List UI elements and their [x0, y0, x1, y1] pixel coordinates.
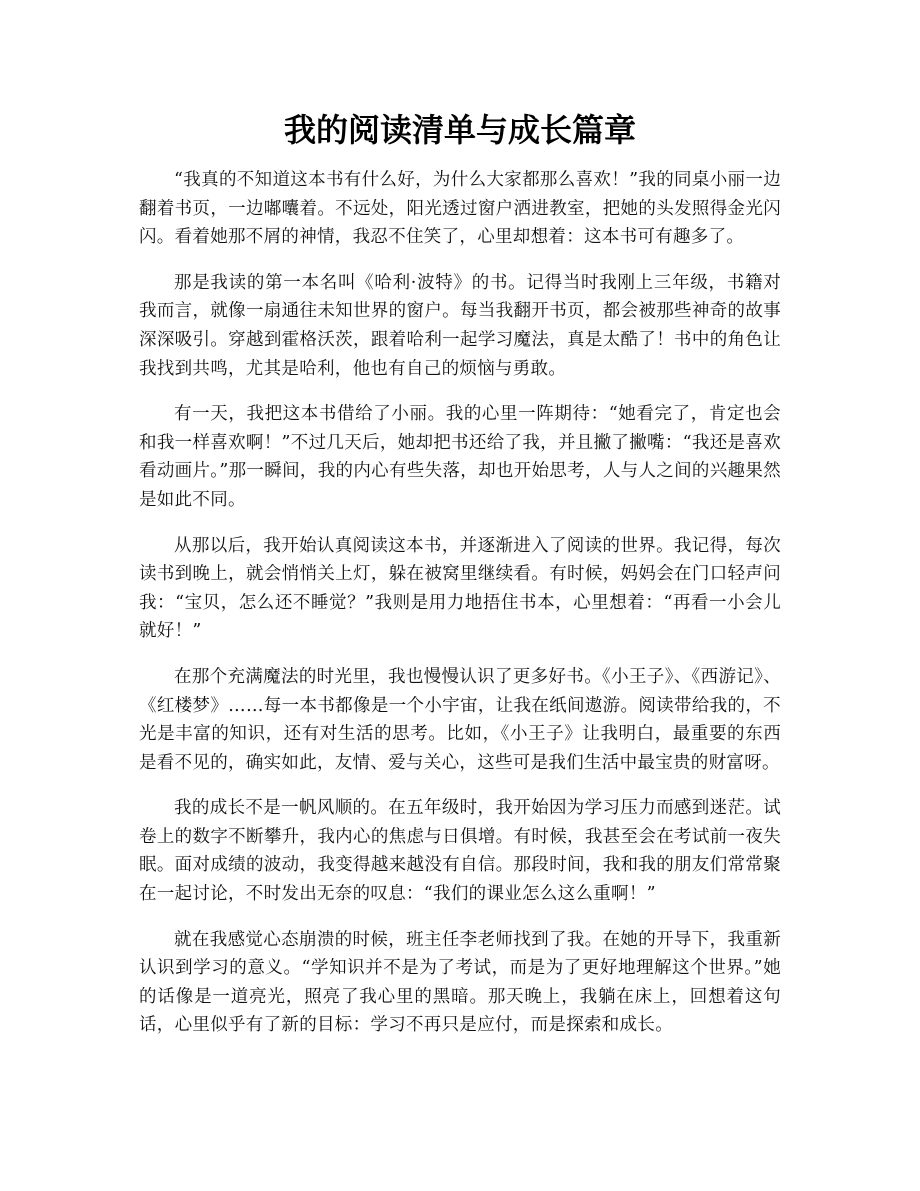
paragraph-5: 在那个充满魔法的时光里，我也慢慢认识了更多好书。《小王子》、《西游记》、《红楼梦》……每一本书都像是一个小宇宙，让我在纸间遨游。阅读带给我的，不光是丰富的知识，还有对生活的思考。比如，《小王子》让我明白，最重要的东西是看不见的，确实如此，友情、爱与关心，这些可是我们生活中最宝贵的财富呀。 — [139, 666, 781, 773]
paragraph-6: 我的成长不是一帆风顺的。在五年级时，我开始因为学习压力而感到迷茫。试卷上的数字不断攀升，我内心的焦虑与日俱增。有时候，我甚至会在考试前一夜失眠。面对成绩的波动，我变得越来越没有自信。那段时间，我和我的朋友们常常聚在一起讨论，不时发出无奈的叹息：“我们的课业怎么这么重啊！” — [139, 798, 781, 905]
paragraph-4: 从那以后，我开始认真阅读这本书，并逐渐进入了阅读的世界。我记得，每次读书到晚上，就会悄悄关上灯，躲在被窝里继续看。有时候，妈妈会在门口轻声问我：“宝贝，怎么还不睡觉？”我则是用力地捂住书本，心里想着：“再看一小会儿就好！” — [139, 535, 781, 642]
paragraph-3: 有一天，我把这本书借给了小丽。我的心里一阵期待：“她看完了，肯定也会和我一样喜欢啊！”不过几天后，她却把书还给了我，并且撇了撇嘴：“我还是喜欢看动画片。”那一瞬间，我的内心有些失落，却也开始思考，人与人之间的兴趣果然是如此不同。 — [139, 404, 781, 510]
paragraph-7: 就在我感觉心态崩溃的时候，班主任李老师找到了我。在她的开导下，我重新认识到学习的意义。“学知识并不是为了考试，而是为了更好地理解这个世界。”她的话像是一道亮光，照亮了我心里的黑暗。那天晚上，我躺在床上，回想着这句话，心里似乎有了新的目标：学习不再只是应付，而是探索和成长。 — [139, 929, 781, 1036]
document-title: 我的阅读清单与成长篇章 — [283, 111, 636, 149]
paragraph-1: “我真的不知道这本书有什么好，为什么大家都那么喜欢！”我的同桌小丽一边翻着书页，一边嘟囔着。不远处，阳光透过窗户洒进教室，把她的头发照得金光闪闪。看着她那不屑的神情，我忍不住笑了，心里却想着：这本书可有趣多了。 — [139, 170, 781, 248]
paragraph-2: 那是我读的第一本名叫《哈利·波特》的书。记得当时我刚上三年级，书籍对我而言，就像一扇通往未知世界的窗户。每当我翻开书页，都会被那些神奇的故事深深吸引。穿越到霍格沃茨，跟着哈利一起学习魔法，真是太酷了！书中的角色让我找到共鸣，尤其是哈利，他也有自己的烦恼与勇敢。 — [139, 272, 781, 379]
document-body — [139, 166, 781, 1057]
